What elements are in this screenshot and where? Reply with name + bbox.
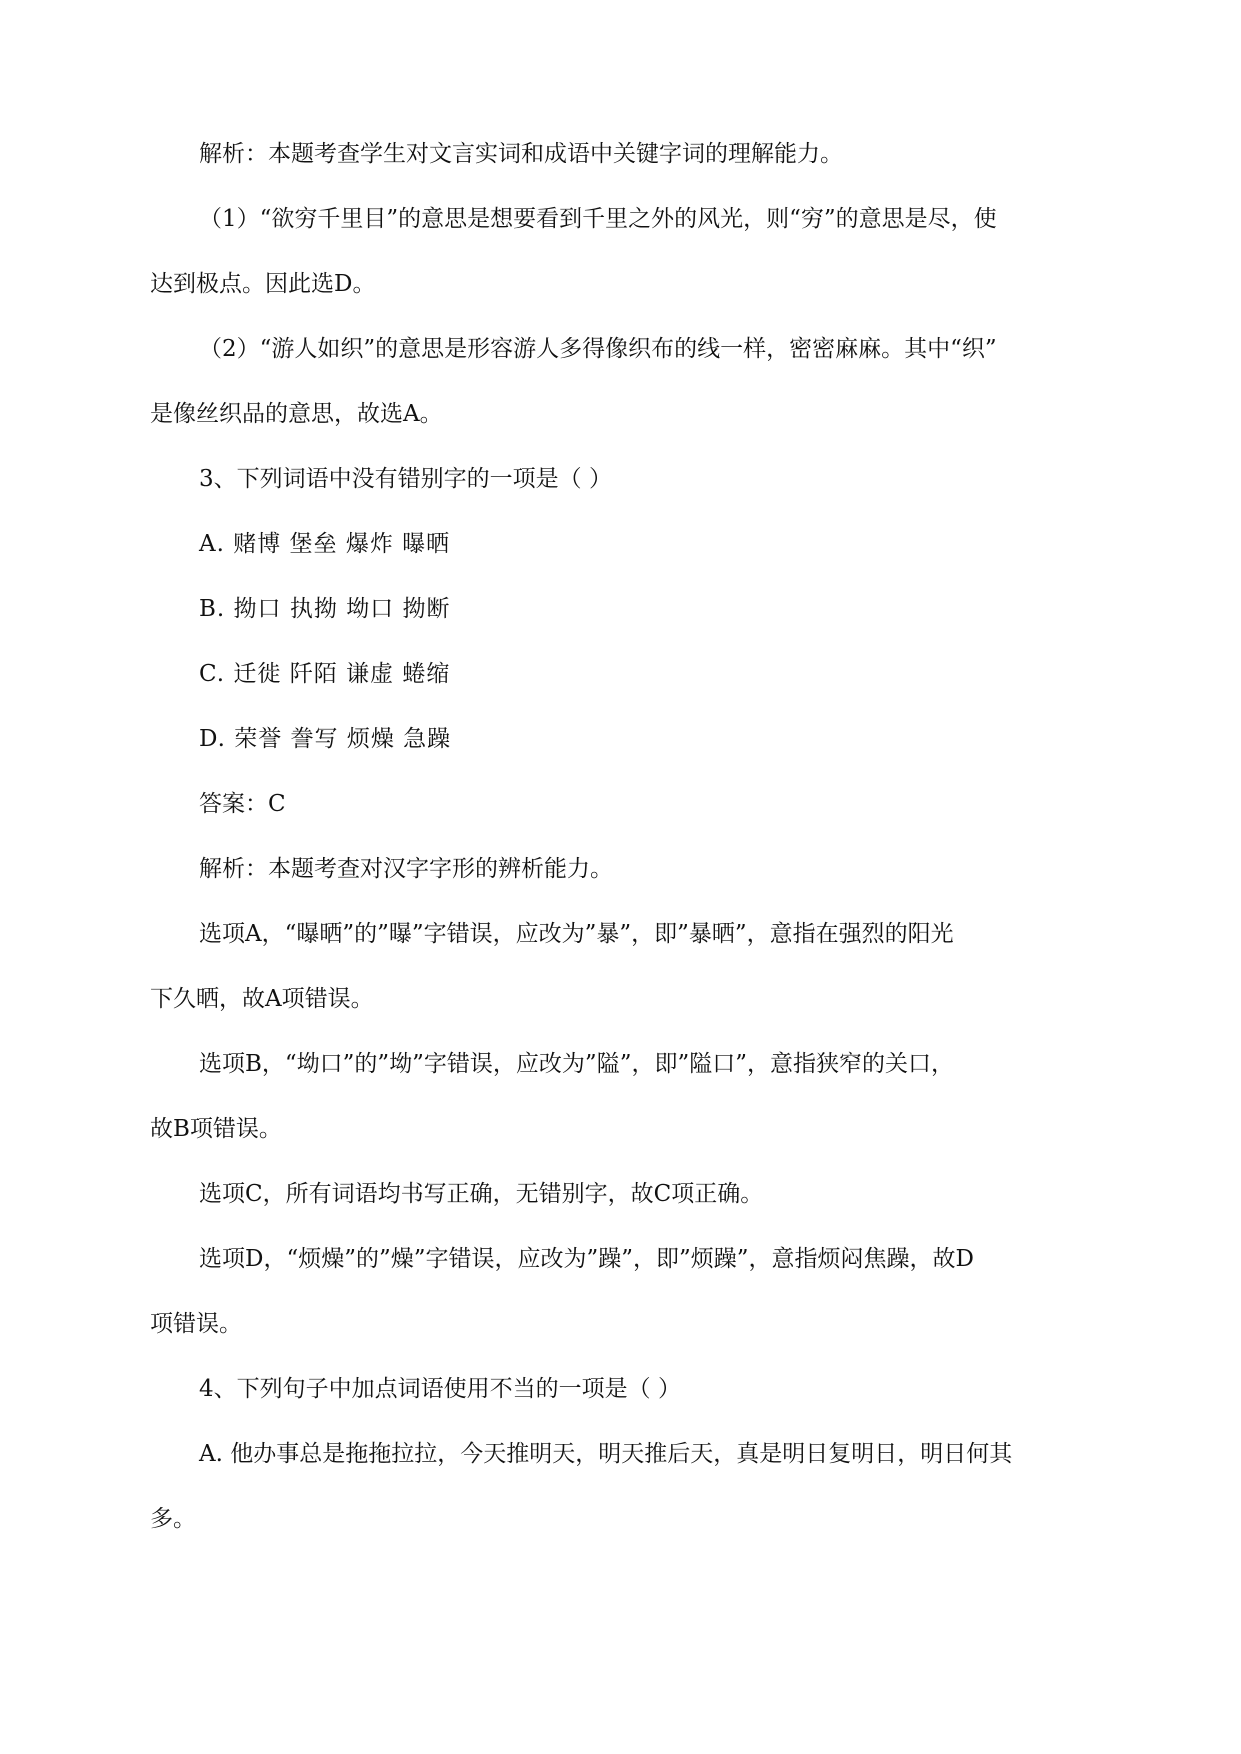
- question-4-option-a-line-1: A. 他办事总是拖拖拉拉，今天推明天，明天推后天，真是明日复明日，明日何其: [199, 1441, 1013, 1467]
- analysis-option-a-line-1: 选项A，“曝晒”的”曝”字错误，应改为”暴”，即”暴晒”，意指在强烈的阳光: [199, 921, 954, 947]
- analysis-option-d-line-2: 项错误。: [150, 1311, 242, 1337]
- question-4-option-a-line-2: 多。: [150, 1506, 196, 1532]
- explanation-1-line-1: （1）“欲穷千里目”的意思是想要看到千里之外的风光，则“穷”的意思是尽，使: [199, 206, 997, 232]
- analysis-option-b-line-2: 故B项错误。: [150, 1116, 282, 1142]
- analysis-option-d-line-1: 选项D，“烦燥”的”燥”字错误，应改为”躁”，即”烦躁”，意指烦闷焦躁，故D: [199, 1246, 974, 1272]
- analysis-option-c: 选项C，所有词语均书写正确，无错别字，故C项正确。: [199, 1181, 764, 1207]
- explanation-2-line-1: （2）“游人如织”的意思是形容游人多得像织布的线一样，密密麻麻。其中“织”: [199, 336, 997, 362]
- explanation-2-line-2: 是像丝织品的意思，故选A。: [150, 401, 443, 427]
- analysis-heading: 解析：本题考查学生对文言实词和成语中关键字词的理解能力。: [199, 141, 843, 167]
- question-3-option-c: C. 迁徙 阡陌 谦虚 蜷缩: [199, 661, 451, 687]
- question-3: 3、下列词语中没有错别字的一项是（ ）: [199, 466, 612, 492]
- document-body: [150, 136, 1090, 1566]
- analysis-option-b-line-1: 选项B，“坳口”的”坳”字错误，应改为”隘”，即”隘口”，意指狭窄的关口，: [199, 1051, 954, 1077]
- question-3-option-d: D. 荣誉 誊写 烦燥 急躁: [199, 726, 452, 752]
- question-3-answer: 答案：C: [199, 791, 286, 817]
- question-3-option-b: B. 拗口 执拗 坳口 拗断: [199, 596, 451, 622]
- explanation-1-line-2: 达到极点。因此选D。: [150, 271, 376, 297]
- question-3-option-a: A. 赌博 堡垒 爆炸 曝晒: [199, 531, 451, 557]
- question-4: 4、下列句子中加点词语使用不当的一项是（ ）: [199, 1376, 681, 1402]
- analysis-option-a-line-2: 下久晒，故A项错误。: [150, 986, 374, 1012]
- question-3-analysis: 解析：本题考查对汉字字形的辨析能力。: [199, 856, 613, 882]
